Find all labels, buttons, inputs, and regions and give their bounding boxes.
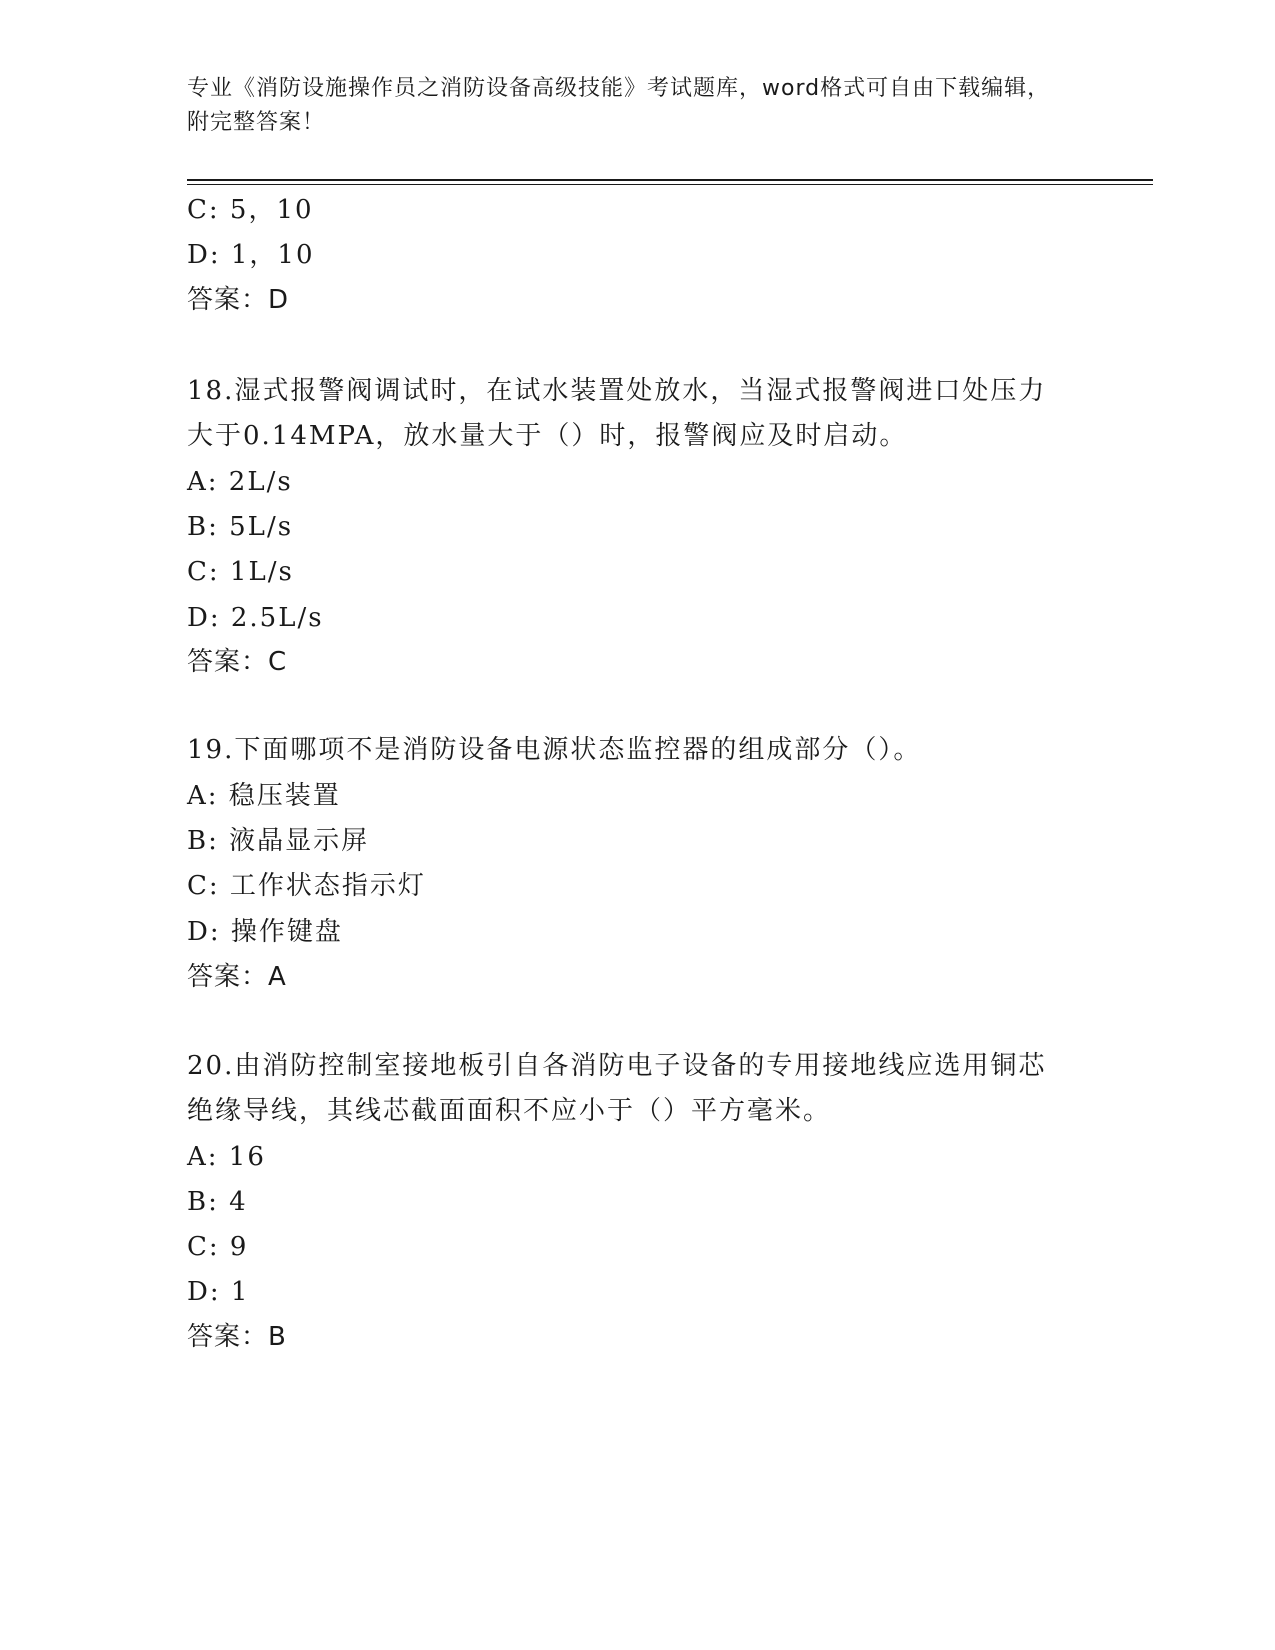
question-20-line-1: 20.由消防控制室接地板引自各消防电子设备的专用接地线应选用铜芯 bbox=[187, 1051, 1047, 1081]
header-rule bbox=[187, 179, 1153, 181]
question-19-option-d: D: 操作键盘 bbox=[187, 917, 343, 947]
question-18-option-c: C: 1L/s bbox=[187, 557, 294, 587]
header-rule-secondary bbox=[187, 184, 1153, 185]
question-19-line-1: 19.下面哪项不是消防设备电源状态监控器的组成部分（）。 bbox=[187, 735, 922, 765]
question-20-line-2: 绝缘导线，其线芯截面面积不应小于（）平方毫米。 bbox=[187, 1096, 832, 1126]
question-20-option-d: D: 1 bbox=[187, 1277, 250, 1307]
question-20-option-a: A: 16 bbox=[187, 1142, 266, 1172]
question-20-option-b: B: 4 bbox=[187, 1187, 248, 1217]
question-18-option-a: A: 2L/s bbox=[187, 467, 293, 497]
question-18-answer: 答案：C bbox=[187, 647, 288, 677]
option-d: D: 1，10 bbox=[187, 240, 315, 270]
document-header: 专业《消防设施操作员之消防设备高级技能》考试题库，word格式可自由下载编辑，附完整答案！ bbox=[187, 76, 1051, 135]
question-18-option-b: B: 5L/s bbox=[187, 512, 294, 542]
question-20-answer: 答案：B bbox=[187, 1322, 287, 1352]
question-18-option-d: D: 2.5L/s bbox=[187, 603, 324, 633]
question-20-option-c: C: 9 bbox=[187, 1232, 249, 1262]
answer-line: 答案：D bbox=[187, 285, 290, 315]
question-19-answer: 答案：A bbox=[187, 962, 287, 992]
question-19-option-b: B: 液晶显示屏 bbox=[187, 826, 370, 856]
option-c: C: 5，10 bbox=[187, 195, 314, 225]
question-19-option-c: C: 工作状态指示灯 bbox=[187, 871, 426, 901]
question-19-option-a: A: 稳压装置 bbox=[187, 781, 341, 811]
question-18-line-2: 大于0.14MPA，放水量大于（）时，报警阀应及时启动。 bbox=[187, 421, 908, 451]
question-18-line-1: 18.湿式报警阀调试时，在试水装置处放水，当湿式报警阀进口处压力 bbox=[187, 376, 1047, 406]
